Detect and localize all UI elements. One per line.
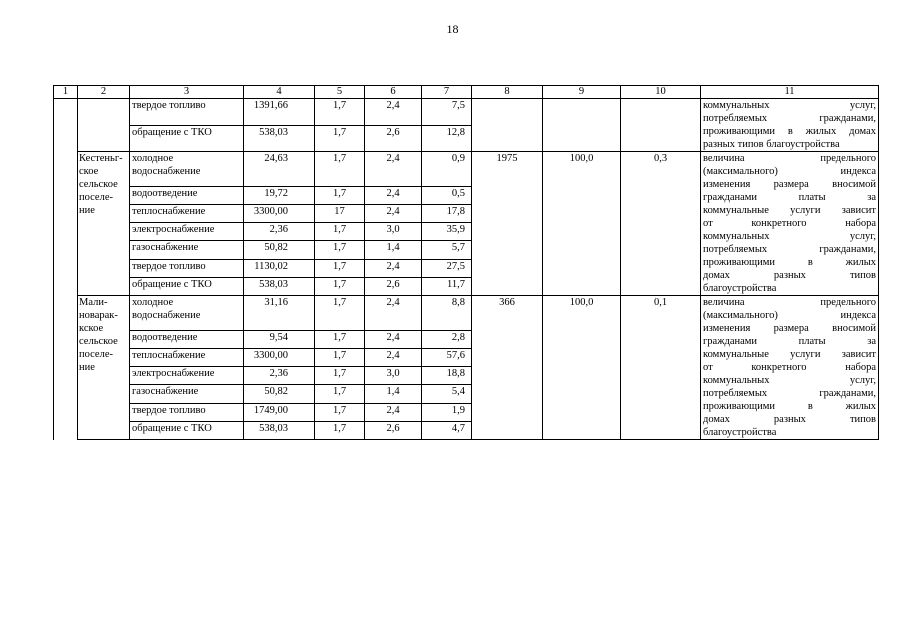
value-cell: 27,5 [422, 259, 472, 277]
value-cell: 2,4 [365, 152, 422, 187]
header-cell: 7 [422, 86, 472, 99]
value-cell: 3300,00 [244, 349, 315, 367]
text-line: Кестеньг- [79, 153, 123, 164]
index-cell: 0,3 [621, 152, 701, 296]
value-cell: 1,7 [315, 125, 365, 152]
value-cell: 50,82 [244, 385, 315, 403]
text-line: величина предельного [703, 153, 876, 164]
text-line: изменения размера вносимой [703, 323, 876, 334]
value-cell: 5,7 [422, 241, 472, 259]
settlement-cell-continued [78, 99, 130, 152]
value-cell: 19,72 [244, 187, 315, 205]
header-cell: 8 [472, 86, 543, 99]
note-cell [701, 99, 879, 152]
text-line: благоустройства [703, 283, 777, 294]
text-line: коммунальные услуги зависит [703, 205, 876, 216]
text-line: сельское [79, 179, 118, 190]
value-cell [543, 99, 621, 152]
value-cell [472, 99, 543, 152]
value-cell: 1,7 [315, 296, 365, 331]
value-cell: 18,8 [422, 367, 472, 385]
service-cell [130, 349, 244, 367]
value-cell: 2,6 [365, 277, 422, 295]
value-cell: 1749,00 [244, 403, 315, 421]
text-line: разных типов благоустройства [703, 139, 840, 150]
text-line: ское [79, 166, 99, 177]
service-cell [130, 223, 244, 241]
page-number: 18 [446, 22, 459, 36]
text-line: водоснабжение [132, 166, 201, 177]
text-line: изменения размера вносимой [703, 179, 876, 190]
header-cell: 1 [54, 86, 78, 99]
value-cell: 538,03 [244, 421, 315, 439]
value-cell: 538,03 [244, 277, 315, 295]
value-cell: 35,9 [422, 223, 472, 241]
text-line: проживающими в жилых домах [703, 126, 876, 137]
value-cell: 17 [315, 205, 365, 223]
value-cell: 9,54 [244, 331, 315, 349]
value-cell: 1,7 [315, 349, 365, 367]
text-line: сельское [79, 336, 118, 347]
text-line: электроснабжение [132, 368, 215, 380]
text-line: потребляемых гражданами, [703, 113, 876, 124]
note-cell [701, 152, 879, 296]
header-cell: 9 [543, 86, 621, 99]
value-cell: 50,82 [244, 241, 315, 259]
text-line: холодное [132, 153, 174, 164]
text-line: величина предельного [703, 297, 876, 308]
text-line: твердое топливо [132, 404, 206, 416]
value-cell: 12,8 [422, 125, 472, 152]
service-cell [130, 367, 244, 385]
text-line: ние [79, 205, 95, 216]
table-row [54, 152, 879, 187]
text-line: водоотведение [132, 188, 198, 200]
text-line: коммунальных услуг, [703, 100, 876, 111]
value-cell: 7,5 [422, 99, 472, 126]
service-cell [130, 421, 244, 439]
tariff-table [53, 85, 879, 440]
header-cell: 5 [315, 86, 365, 99]
value-cell: 3300,00 [244, 205, 315, 223]
value-cell: 0,5 [422, 187, 472, 205]
text-line: коммунальных услуг, [703, 375, 876, 386]
share-cell: 100,0 [543, 152, 621, 296]
text-line: теплоснабжение [132, 350, 206, 362]
value-cell: 5,4 [422, 385, 472, 403]
value-cell: 1,9 [422, 403, 472, 421]
text-line: поселе- [79, 349, 113, 360]
text-line: кское [79, 323, 104, 334]
value-cell: 11,7 [422, 277, 472, 295]
value-cell: 1,7 [315, 277, 365, 295]
service-cell [130, 187, 244, 205]
settlement-name [78, 152, 130, 296]
value-cell: 2,36 [244, 223, 315, 241]
value-cell: 1,7 [315, 241, 365, 259]
value-cell: 1,7 [315, 331, 365, 349]
value-cell: 2,8 [422, 331, 472, 349]
value-cell: 538,03 [244, 125, 315, 152]
text-line: холодное [132, 297, 174, 308]
text-line: электроснабжение [132, 224, 215, 236]
text-line: (максимального) индекса [703, 310, 876, 321]
value-cell: 2,4 [365, 205, 422, 223]
index-cell: 0,1 [621, 296, 701, 440]
value-cell: 1,7 [315, 99, 365, 126]
value-cell: 1,7 [315, 152, 365, 187]
service-cell [130, 331, 244, 349]
text-line: теплоснабжение [132, 206, 206, 218]
text-line: твердое топливо [132, 260, 206, 272]
header-cell: 4 [244, 86, 315, 99]
service-cell [130, 403, 244, 421]
text-line: домах разных типов [703, 270, 876, 281]
value-cell [621, 99, 701, 152]
population-cell: 1975 [472, 152, 543, 296]
table-row [54, 99, 879, 126]
value-cell: 2,4 [365, 296, 422, 331]
header-cell: 10 [621, 86, 701, 99]
value-cell: 2,4 [365, 331, 422, 349]
value-cell: 1130,02 [244, 259, 315, 277]
value-cell: 24,63 [244, 152, 315, 187]
value-cell: 1,7 [315, 223, 365, 241]
text-line: (максимального) индекса [703, 166, 876, 177]
value-cell: 1,7 [315, 187, 365, 205]
value-cell: 57,6 [422, 349, 472, 367]
text-line: гражданами платы за [703, 192, 876, 203]
value-cell: 2,4 [365, 187, 422, 205]
text-line: обращение с ТКО [132, 278, 212, 290]
service-cell [130, 241, 244, 259]
service-cell: обращение с ТКО [130, 125, 244, 152]
value-cell: 2,36 [244, 367, 315, 385]
service-cell [130, 152, 244, 187]
text-line: новарак- [79, 310, 118, 321]
value-cell: 3,0 [365, 223, 422, 241]
text-line: обращение с ТКО [132, 422, 212, 434]
text-line: водоснабжение [132, 310, 201, 321]
value-cell: 8,8 [422, 296, 472, 331]
population-cell: 366 [472, 296, 543, 440]
service-cell [130, 277, 244, 295]
service-cell: твердое топливо [130, 99, 244, 126]
value-cell: 31,16 [244, 296, 315, 331]
value-cell: 1,7 [315, 259, 365, 277]
service-cell [130, 385, 244, 403]
service-cell [130, 296, 244, 331]
text-line: Мали- [79, 297, 108, 308]
col1-cell [54, 99, 78, 440]
text-line: проживающими в жилых [703, 257, 876, 268]
value-cell: 3,0 [365, 367, 422, 385]
settlement-name [78, 296, 130, 440]
text-line: водоотведение [132, 332, 198, 344]
text-line: гражданами платы за [703, 336, 876, 347]
header-cell: 11 [701, 86, 879, 99]
value-cell: 1,7 [315, 367, 365, 385]
text-line: коммунальных услуг, [703, 231, 876, 242]
value-cell: 1,4 [365, 241, 422, 259]
text-line: от конкретного набора [703, 218, 876, 229]
value-cell: 0,9 [422, 152, 472, 187]
text-line: коммунальные услуги зависит [703, 349, 876, 360]
text-line: ние [79, 362, 95, 373]
value-cell: 2,4 [365, 99, 422, 126]
text-line: проживающими в жилых [703, 401, 876, 412]
value-cell: 1,7 [315, 385, 365, 403]
value-cell: 1,7 [315, 421, 365, 439]
value-cell: 2,4 [365, 403, 422, 421]
service-cell [130, 205, 244, 223]
header-cell: 3 [130, 86, 244, 99]
header-row [54, 86, 879, 99]
value-cell: 1,7 [315, 403, 365, 421]
value-cell: 2,6 [365, 125, 422, 152]
text-line: потребляемых гражданами, [703, 388, 876, 399]
text-line: газоснабжение [132, 242, 199, 254]
table-row [54, 296, 879, 331]
value-cell: 17,8 [422, 205, 472, 223]
service-cell [130, 259, 244, 277]
value-cell: 2,4 [365, 349, 422, 367]
text-line: газоснабжение [132, 386, 199, 398]
text-line: благоустройства [703, 427, 777, 438]
text-line: домах разных типов [703, 414, 876, 425]
value-cell: 1391,66 [244, 99, 315, 126]
value-cell: 4,7 [422, 421, 472, 439]
share-cell: 100,0 [543, 296, 621, 440]
header-cell: 2 [78, 86, 130, 99]
value-cell: 2,4 [365, 259, 422, 277]
text-line: от конкретного набора [703, 362, 876, 373]
text-line: потребляемых гражданами, [703, 244, 876, 255]
value-cell: 2,6 [365, 421, 422, 439]
header-cell: 6 [365, 86, 422, 99]
text-line: поселе- [79, 192, 113, 203]
note-cell [701, 296, 879, 440]
value-cell: 1,4 [365, 385, 422, 403]
